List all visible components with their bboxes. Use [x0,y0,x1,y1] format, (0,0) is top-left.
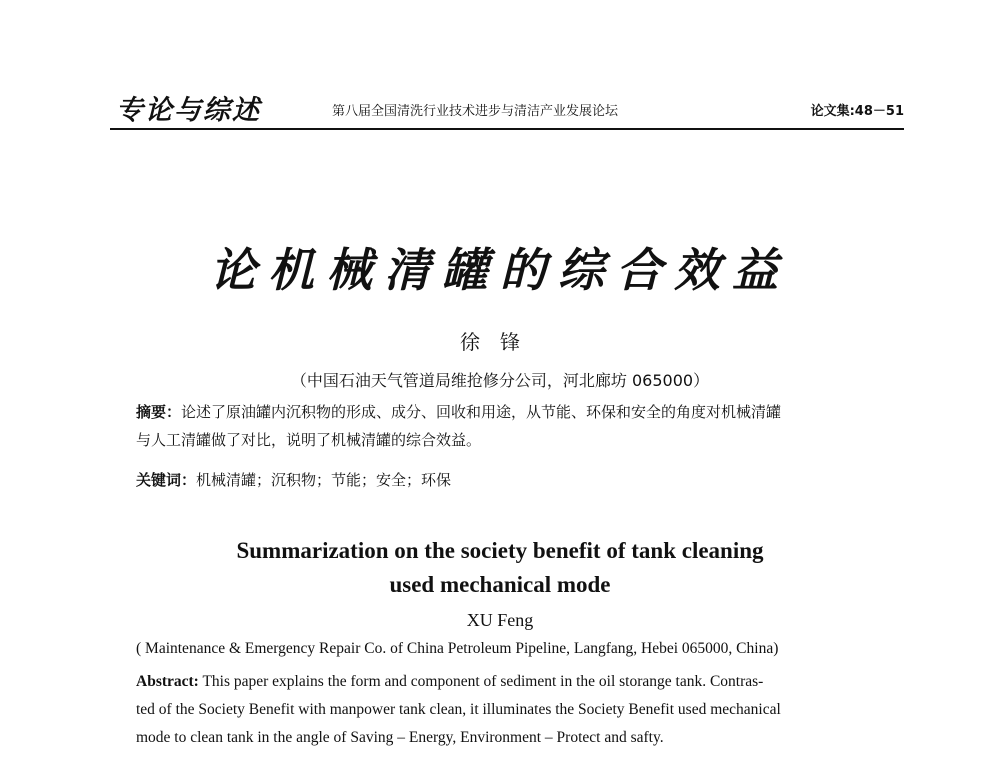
running-header [110,86,904,126]
header-rule [110,128,904,130]
affiliation-cn: （中国石油天气管道局维抢修分公司，河北廊坊 065000） [290,371,710,390]
abstract-en [136,668,876,752]
abstract-en-line: mode to clean tank in the angle of Saving – Energy, Environment – Protect and safty. [136,729,664,746]
author-cn: 徐锋 [460,330,540,354]
paper-title-en-line2: used mechanical mode [389,572,611,597]
abstract-cn [136,398,876,454]
abstract-label-cn: 摘要： [136,403,182,421]
author-en: XU Feng [466,610,534,630]
affiliation-en: ( Maintenance & Emergency Repair Co. of China Petroleum Pipeline, Langfang, Hebei 065000, China) [136,640,779,657]
forum-title: 第八届全国清洗行业技术进步与清洁产业发展论坛 [332,104,619,119]
paper-title-en: Summarization on the society benefit of tank cleaning [236,538,764,563]
abstract-en-line: ted of the Society Benefit with manpower tank clean, it illuminates the Society Benefit used mechanical [136,701,781,718]
abstract-label-en: Abstract: [136,673,199,690]
keywords-list-cn: 机械清罐；沉积物；节能；安全；环保 [196,471,452,489]
keywords-cn [136,466,876,494]
section-logo: 专论与综述 [116,95,261,126]
abstract-en-line: Abstract: This paper explains the form and component of sediment in the oil storange tank. Contras- [136,673,764,690]
collection-page-ref: 论文集:48－51 [810,104,904,119]
abstract-cn-line: 摘要：论述了原油罐内沉积物的形成、成分、回收和用途，从节能、环保和安全的角度对机械清罐 [136,403,782,421]
paper-title-cn: 论机械清罐的综合效益 [210,243,790,297]
keywords-label-cn: 关键词： [136,471,197,489]
abstract-cn-line: 与人工清罐做了对比，说明了机械清罐的综合效益。 [136,431,482,449]
